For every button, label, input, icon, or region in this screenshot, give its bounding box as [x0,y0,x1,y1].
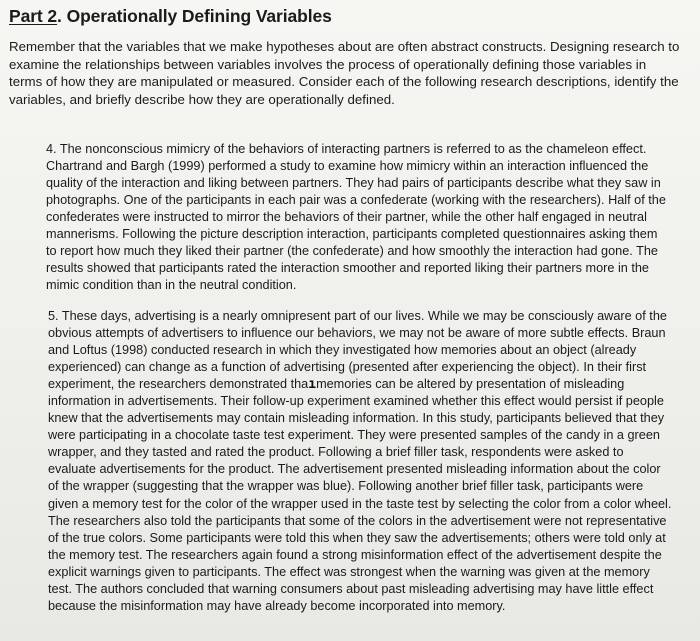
section-title: . Operationally Defining Variables [57,6,332,26]
question-4: 4. The nonconscious mimicry of the behaviors of interacting partners is referred to as the chameleon effect. Chartrand and Bargh (1999) performed a study to examine how mimicry within an interaction influenced the quality of the interaction and liking between partners. They had pairs of participants describe what they saw in photographs. One of the participants in each pair was a confederate (working with the researchers). Half of the confederates were instructed to mirror the behaviors of their partner, while the other half engaged in neutral mannerisms. Following the picture description interaction, participants completed questionnaires asking them to report how much they liked their partner (the confederate) and how smoothly the interaction had gone. The results showed that participants rated the interaction smoother and reported liking their partners more in the mimic condition than in the neutral condition. [46,142,666,293]
question-5 [48,308,673,615]
intro-paragraph: Remember that the variables that we make hypotheses about are often abstract constructs. Designing research to examine the relationships between variables involves the process of operationally defining those variables in terms of how they are manipulated or measured. Consider each of the following research descriptions, identify the variables, and briefly describe how they are operationally defined. [9,39,680,108]
part-number: Part 2 [9,6,58,26]
section-heading [9,6,332,27]
question-5-text-start: 5. These days, advertising is a nearly omnipresent part of our lives. While we may be consciously aware of the obvious attempts of advertisers to influence our behaviors, we may not be aware of more subtle effects. Braun and Loftus (1998) conducted research in which they investigated how memories about an object (already experienced) can change as a function of advertising (presented after experiencing the object). In their first experiment, the researchers demonstrated tha [48,309,667,392]
question-5-text-end: memories can be altered by presentation of misleading information in advertisements. Their follow-up experiment examined whether this effect would persist if people knew that the advertisements may contain misleading information. In this study, participants believed that they were participating in a chocolate taste test experiment. They were presented samples of the candy in a green wrapper, and they tasted and rated the product. Following a brief filler task, respondents were asked to evaluate advertisements for the product. The advertisement presented misleading information about the color of the wrapper (suggesting that the wrapper was blue). Following another brief filler task, participants were given a memory test for the color of the wrapper used in the taste test by selecting the color from a color wheel. The researchers also told the participants that some of the colors in the advertisement were not representative of the true colors. Some participants were told this when they saw the advertisements; others were told only at the memory test. The researchers again found a strong misinformation effect of the advertisement despite the explicit warnings given to participants. The effect was strongest when the warning was given at the memory test. The authors concluded that warning consumers about past misleading advertising may have little effect because the misinformation may have already become incorporated into memory. [48,377,672,613]
text-cursor-icon: ı [308,377,317,393]
